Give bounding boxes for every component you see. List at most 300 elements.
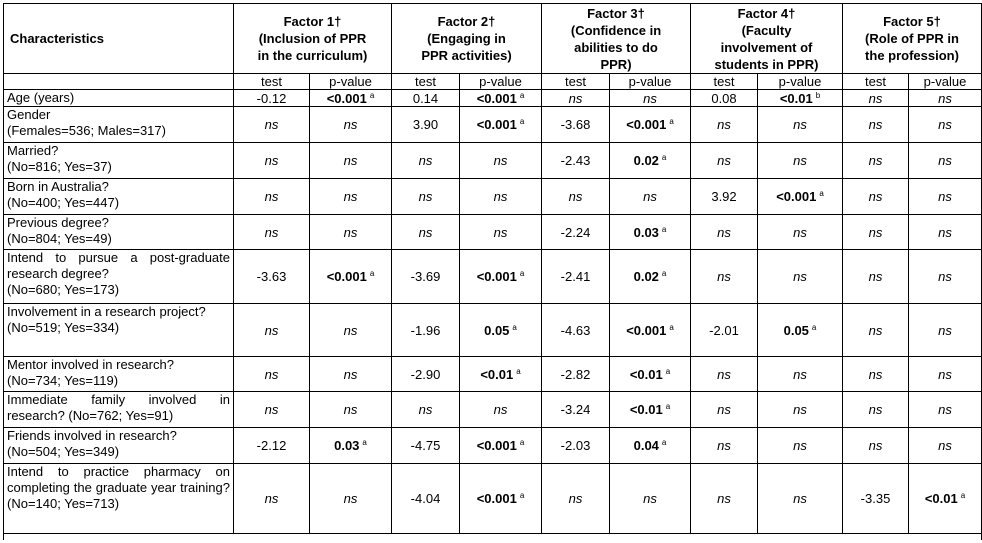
factor-3-pvalue xyxy=(610,250,691,304)
pvalue-text: ns xyxy=(493,224,508,240)
factor-3-test-value xyxy=(542,428,610,464)
test-value-text: ns xyxy=(868,153,883,168)
test-value-text: ns xyxy=(264,224,279,240)
factor-3-pvalue xyxy=(610,90,691,107)
row-label-line: Age (years) xyxy=(7,90,75,105)
test-value-text: ns xyxy=(264,153,279,168)
factor-4-test-value xyxy=(691,428,758,464)
factor-4-pvalue xyxy=(758,392,843,428)
factor-5-test-value xyxy=(843,215,909,250)
pvalue-text: ns xyxy=(493,153,508,168)
pvalue-text: ns xyxy=(938,438,952,453)
test-value-text: ns xyxy=(717,491,731,506)
factor-2-pvalue xyxy=(460,464,542,534)
test-value-text: -3.68 xyxy=(560,117,591,132)
factor-3-pvalue xyxy=(610,464,691,534)
test-value-text: -4.04 xyxy=(410,491,441,506)
factor-4-test-value xyxy=(691,392,758,428)
factor-2-pvalue xyxy=(460,304,542,357)
factor-4-test-value xyxy=(691,215,758,250)
factor-3-test-value xyxy=(542,392,610,428)
row-label-line: Born in Australia? xyxy=(7,179,109,194)
row-label-line: Immediate family involved in research? (No=762; Yes=91) xyxy=(7,392,230,423)
significance-footnote-mark: a xyxy=(669,117,674,126)
test-value-text: ns xyxy=(418,153,433,168)
test-value-text: ns xyxy=(418,224,433,240)
table-row xyxy=(4,357,982,392)
factor-3-pvalue xyxy=(610,304,691,357)
factor-1-header: Factor 1† (Inclusion of PPR in the curriculum) xyxy=(234,4,392,74)
factor-3-test-value xyxy=(542,357,610,392)
factor-3-pvalue-header: p-value xyxy=(610,74,691,90)
factor-2-test-value xyxy=(392,179,460,215)
factor-4-pvalue xyxy=(758,107,843,143)
test-value-text: -2.82 xyxy=(560,366,591,382)
factor-1-pvalue xyxy=(310,464,392,534)
test-value-text: ns xyxy=(264,366,279,382)
row-label xyxy=(4,215,234,250)
test-value-text: -3.24 xyxy=(560,402,591,417)
factor-3-test-value xyxy=(542,464,610,534)
pvalue-text: ns xyxy=(343,153,358,168)
pvalue-text: ns xyxy=(793,117,807,132)
pvalue-text: ns xyxy=(643,491,657,506)
significance-footnote-mark: a xyxy=(512,322,517,332)
factor-3-pvalue xyxy=(610,392,691,428)
test-value-text: -4.63 xyxy=(560,322,591,338)
table-row xyxy=(4,90,982,107)
subheader-blank xyxy=(4,74,234,90)
factor-3-pvalue xyxy=(610,357,691,392)
factor-2-test-value xyxy=(392,215,460,250)
pvalue-text: 0.02 xyxy=(633,153,659,168)
factor-5-test-value xyxy=(843,107,909,143)
factor-2-test-value xyxy=(392,250,460,304)
factor-4-test-value xyxy=(691,90,758,107)
test-value-text: ns xyxy=(717,438,731,453)
test-value-text: ns xyxy=(868,366,883,382)
factor-4-test-value xyxy=(691,179,758,215)
row-label xyxy=(4,428,234,464)
table-row xyxy=(4,250,982,304)
pvalue-text: <0.01 xyxy=(480,366,514,382)
factor-5-test-value xyxy=(843,428,909,464)
table-row xyxy=(4,392,982,428)
factor-1-pvalue-header: p-value xyxy=(310,74,392,90)
row-label xyxy=(4,304,234,357)
row-label xyxy=(4,250,234,304)
pvalue-text: ns xyxy=(343,117,358,132)
factor-1-pvalue xyxy=(310,357,392,392)
pvalue-text: <0.001 xyxy=(476,117,517,132)
row-label-line: Intend to pursue a post-graduate research degree? xyxy=(7,250,230,281)
significance-footnote-mark: a xyxy=(661,224,667,234)
row-label xyxy=(4,90,234,107)
pvalue-text: ns xyxy=(343,491,358,506)
factor-3-test-value xyxy=(542,215,610,250)
significance-footnote-mark: a xyxy=(519,269,525,278)
significance-footnote-mark: a xyxy=(661,438,667,447)
factor-3-test-value xyxy=(542,250,610,304)
factor-5-test-value xyxy=(843,357,909,392)
test-value-text: ns xyxy=(717,117,731,132)
row-label xyxy=(4,143,234,179)
factor-5-pvalue xyxy=(909,215,982,250)
factor-4-test-value xyxy=(691,304,758,357)
significance-footnote-mark: a xyxy=(665,402,671,411)
subheader-row xyxy=(4,74,982,90)
factor-1-test-value xyxy=(234,179,310,215)
test-value-text: ns xyxy=(717,366,731,382)
test-value-text: ns xyxy=(264,117,279,132)
row-label-line: (Females=536; Males=317) xyxy=(7,123,166,138)
pvalue-text: ns xyxy=(938,189,952,204)
factor-3-test-value xyxy=(542,304,610,357)
pvalue-text: <0.001 xyxy=(476,491,517,506)
significance-footnote-mark: a xyxy=(665,366,671,376)
test-value-text: ns xyxy=(868,322,883,338)
significance-footnote-mark: a xyxy=(519,491,525,500)
factor-2-pvalue xyxy=(460,428,542,464)
factor-1-pvalue xyxy=(310,250,392,304)
factor-2-test-value xyxy=(392,464,460,534)
significance-footnote-mark: a xyxy=(819,189,824,198)
test-value-text: ns xyxy=(568,189,583,204)
factor-2-pvalue xyxy=(460,250,542,304)
pvalue-text: ns xyxy=(793,438,807,453)
table-row xyxy=(4,107,982,143)
pvalue-text: <0.001 xyxy=(476,438,517,453)
pvalue-text: ns xyxy=(938,153,952,168)
factor-1-pvalue xyxy=(310,107,392,143)
test-value-text: 3.92 xyxy=(711,189,737,204)
factor-4-test-header: test xyxy=(691,74,758,90)
factor-1-test-value xyxy=(234,90,310,107)
pvalue-text: ns xyxy=(793,366,807,382)
factor-4-pvalue-header: p-value xyxy=(758,74,843,90)
pvalue-text: ns xyxy=(343,366,358,382)
table-row xyxy=(4,179,982,215)
factor-2-pvalue-header: p-value xyxy=(460,74,542,90)
factor-4-pvalue xyxy=(758,428,843,464)
factor-2-test-value xyxy=(392,357,460,392)
factor-5-pvalue xyxy=(909,107,982,143)
factor-2-test-value xyxy=(392,90,460,107)
row-label-line: (No=680; Yes=173) xyxy=(7,282,120,297)
row-label-line: (No=816; Yes=37) xyxy=(7,159,112,174)
results-table xyxy=(3,3,982,540)
factor-1-test-value xyxy=(234,304,310,357)
significance-footnote-mark: a xyxy=(519,438,525,447)
factor-2-pvalue xyxy=(460,215,542,250)
test-value-text: ns xyxy=(717,269,731,284)
pvalue-text: 0.02 xyxy=(633,269,659,284)
factor-1-pvalue xyxy=(310,90,392,107)
test-value-text: ns xyxy=(868,269,883,284)
row-label-line: Married? xyxy=(7,143,59,158)
table-row xyxy=(4,304,982,357)
pvalue-text: <0.001 xyxy=(626,117,667,132)
factor-5-pvalue-header: p-value xyxy=(909,74,982,90)
factor-1-test-value xyxy=(234,428,310,464)
table-row xyxy=(4,464,982,534)
row-label-line: Mentor involved in research? xyxy=(7,357,174,372)
row-label-line: (No=519; Yes=334) xyxy=(7,320,120,335)
factor-3-test-value xyxy=(542,107,610,143)
test-value-text: ns xyxy=(418,402,433,417)
test-value-text: ns xyxy=(868,402,883,417)
row-label-line: Previous degree? xyxy=(7,215,109,230)
pvalue-text: <0.01 xyxy=(629,402,663,417)
factor-1-pvalue xyxy=(310,215,392,250)
factor-5-test-value xyxy=(843,250,909,304)
factor-3-pvalue xyxy=(610,107,691,143)
significance-footnote-mark: a xyxy=(369,269,375,278)
pvalue-text: <0.01 xyxy=(779,90,813,106)
factor-2-pvalue xyxy=(460,357,542,392)
pvalue-text: ns xyxy=(938,117,952,132)
test-value-text: -3.63 xyxy=(256,269,287,284)
test-value-text: ns xyxy=(868,438,883,453)
factor-5-test-value xyxy=(843,464,909,534)
significance-footnote-mark: a xyxy=(669,322,674,332)
factor-2-pvalue xyxy=(460,392,542,428)
pvalue-text: <0.001 xyxy=(326,90,367,106)
factor-3-test-value xyxy=(542,179,610,215)
factor-4-pvalue xyxy=(758,90,843,107)
factor-5-pvalue xyxy=(909,357,982,392)
test-value-text: ns xyxy=(717,153,731,168)
test-value-text: -2.12 xyxy=(256,438,287,453)
significance-footnote-mark: a xyxy=(516,366,521,376)
factor-2-test-value xyxy=(392,304,460,357)
factor-4-pvalue xyxy=(758,179,843,215)
significance-footnote-mark: a xyxy=(661,153,667,162)
factor-5-pvalue xyxy=(909,143,982,179)
factor-4-test-value xyxy=(691,357,758,392)
factor-5-test-value xyxy=(843,143,909,179)
pvalue-text: 0.05 xyxy=(783,322,809,338)
factor-3-test-header: test xyxy=(542,74,610,90)
factor-5-pvalue xyxy=(909,428,982,464)
pvalue-text: ns xyxy=(938,366,952,382)
factor-5-pvalue xyxy=(909,392,982,428)
test-value-text: ns xyxy=(717,402,731,417)
pvalue-text: 0.03 xyxy=(334,438,360,453)
factor-2-header: Factor 2† (Engaging in PPR activities) xyxy=(392,4,542,74)
factor-1-test-value xyxy=(234,250,310,304)
pvalue-text: <0.001 xyxy=(776,189,817,204)
factor-4-test-value xyxy=(691,143,758,179)
row-label xyxy=(4,107,234,143)
factor-1-pvalue xyxy=(310,304,392,357)
test-value-text: 0.14 xyxy=(412,90,439,106)
row-label xyxy=(4,357,234,392)
factor-4-pvalue xyxy=(758,357,843,392)
significance-footnote-mark: a xyxy=(369,90,375,100)
test-value-text: ns xyxy=(264,402,279,417)
factor-1-test-value xyxy=(234,357,310,392)
factor-2-pvalue xyxy=(460,90,542,107)
significance-footnote-mark: a xyxy=(811,322,817,332)
significance-footnote-mark: a xyxy=(960,491,966,500)
factor-1-test-header: test xyxy=(234,74,310,90)
factor-3-pvalue xyxy=(610,179,691,215)
table-continuation-cell xyxy=(4,534,982,541)
pvalue-text: ns xyxy=(938,402,952,417)
test-value-text: -0.12 xyxy=(256,90,287,106)
factor-1-test-value xyxy=(234,215,310,250)
test-value-text: ns xyxy=(264,189,279,204)
factor-2-test-value xyxy=(392,107,460,143)
factor-2-pvalue xyxy=(460,107,542,143)
row-label-line: Gender xyxy=(7,107,51,122)
factor-2-test-value xyxy=(392,428,460,464)
test-value-text: ns xyxy=(868,224,883,240)
factor-5-pvalue xyxy=(909,304,982,357)
factor-4-pvalue xyxy=(758,250,843,304)
row-label-line: Friends involved in research? xyxy=(7,428,177,443)
test-value-text: 0.08 xyxy=(711,90,737,106)
test-value-text: -4.75 xyxy=(410,438,441,453)
factor-1-pvalue xyxy=(310,143,392,179)
pvalue-text: <0.001 xyxy=(476,269,517,284)
factor-2-test-value xyxy=(392,143,460,179)
table-continuation-row xyxy=(4,534,982,541)
row-label-line: Involvement in a research project? xyxy=(7,304,206,319)
pvalue-text: 0.05 xyxy=(484,322,510,338)
significance-footnote-mark: a xyxy=(519,90,525,100)
table-row xyxy=(4,428,982,464)
significance-footnote-mark: a xyxy=(362,438,367,447)
row-label xyxy=(4,464,234,534)
pvalue-text: <0.001 xyxy=(326,269,367,284)
test-value-text: ns xyxy=(868,189,883,204)
pvalue-text: ns xyxy=(343,402,358,417)
row-label xyxy=(4,392,234,428)
factor-5-pvalue xyxy=(909,179,982,215)
factor-2-test-value xyxy=(392,392,460,428)
pvalue-text: ns xyxy=(938,322,952,338)
factor-4-test-value xyxy=(691,107,758,143)
table-row xyxy=(4,215,982,250)
pvalue-text: 0.04 xyxy=(633,438,659,453)
factor-2-test-header: test xyxy=(392,74,460,90)
significance-footnote-mark: a xyxy=(661,269,667,278)
factor-4-header: Factor 4† (Faculty involvement of students in PPR) xyxy=(691,4,843,74)
factor-5-test-header: test xyxy=(843,74,909,90)
factor-3-test-value xyxy=(542,143,610,179)
row-label-line: Intend to practice pharmacy on completing the graduate year training? (No=140; Yes=713) xyxy=(7,464,230,511)
test-value-text: ns xyxy=(868,117,883,132)
test-value-text: -2.01 xyxy=(709,322,739,338)
factor-5-test-value xyxy=(843,304,909,357)
test-value-text: -2.03 xyxy=(560,438,591,453)
test-value-text: -2.24 xyxy=(560,224,591,240)
factor-3-test-value xyxy=(542,90,610,107)
factor-1-test-value xyxy=(234,143,310,179)
pvalue-text: ns xyxy=(793,153,807,168)
test-value-text: -2.43 xyxy=(560,153,591,168)
characteristics-header: Characteristics xyxy=(4,4,234,74)
pvalue-text: ns xyxy=(343,189,358,204)
factor-1-pvalue xyxy=(310,179,392,215)
pvalue-text: ns xyxy=(643,90,657,106)
row-label xyxy=(4,179,234,215)
pvalue-text: ns xyxy=(793,491,807,506)
factor-4-pvalue xyxy=(758,215,843,250)
factor-5-test-value xyxy=(843,392,909,428)
pvalue-text: ns xyxy=(938,269,952,284)
pvalue-text: 0.03 xyxy=(633,224,659,240)
pvalue-text: <0.01 xyxy=(924,491,958,506)
factor-3-header: Factor 3† (Confidence in abilities to do PPR) xyxy=(542,4,691,74)
pvalue-text: <0.001 xyxy=(626,322,667,338)
test-value-text: -2.90 xyxy=(410,366,441,382)
factor-1-test-value xyxy=(234,392,310,428)
test-value-text: ns xyxy=(264,322,279,338)
pvalue-text: ns xyxy=(493,189,508,204)
row-label-line: (No=504; Yes=349) xyxy=(7,444,120,459)
test-value-text: -2.41 xyxy=(560,269,591,284)
test-value-text: ns xyxy=(264,491,279,506)
factor-3-pvalue xyxy=(610,428,691,464)
test-value-text: ns xyxy=(418,189,433,204)
factor-3-pvalue xyxy=(610,143,691,179)
pvalue-text: ns xyxy=(643,189,657,204)
pvalue-text: ns xyxy=(793,224,807,240)
factor-3-pvalue xyxy=(610,215,691,250)
test-value-text: ns xyxy=(568,90,583,106)
test-value-text: -3.69 xyxy=(410,269,441,284)
row-label-line: (No=734; Yes=119) xyxy=(7,373,119,388)
significance-footnote-mark: a xyxy=(519,117,525,126)
factor-1-test-value xyxy=(234,464,310,534)
factor-2-pvalue xyxy=(460,179,542,215)
factor-4-pvalue xyxy=(758,464,843,534)
test-value-text: ns xyxy=(868,90,883,106)
factor-4-test-value xyxy=(691,464,758,534)
test-value-text: ns xyxy=(568,491,583,506)
row-label-line: (No=400; Yes=447) xyxy=(7,195,120,210)
factor-1-test-value xyxy=(234,107,310,143)
factor-5-pvalue xyxy=(909,250,982,304)
pvalue-text: ns xyxy=(938,224,952,240)
factor-5-pvalue xyxy=(909,90,982,107)
factor-4-test-value xyxy=(691,250,758,304)
factor-4-pvalue xyxy=(758,143,843,179)
factor-4-pvalue xyxy=(758,304,843,357)
pvalue-text: ns xyxy=(793,402,807,417)
pvalue-text: <0.01 xyxy=(629,366,663,382)
pvalue-text: ns xyxy=(343,224,358,240)
pvalue-text: <0.001 xyxy=(476,90,517,106)
test-value-text: ns xyxy=(717,224,731,240)
table-row xyxy=(4,143,982,179)
test-value-text: 3.90 xyxy=(412,117,439,132)
significance-footnote-mark: b xyxy=(815,90,821,100)
factor-5-header: Factor 5† (Role of PPR in the profession) xyxy=(843,4,982,74)
test-value-text: -1.96 xyxy=(410,322,441,338)
factor-2-pvalue xyxy=(460,143,542,179)
factor-5-test-value xyxy=(843,179,909,215)
factor-1-pvalue xyxy=(310,392,392,428)
pvalue-text: ns xyxy=(343,322,358,338)
pvalue-text: ns xyxy=(793,269,807,284)
factor-5-pvalue xyxy=(909,464,982,534)
pvalue-text: ns xyxy=(938,90,952,106)
factor-5-test-value xyxy=(843,90,909,107)
